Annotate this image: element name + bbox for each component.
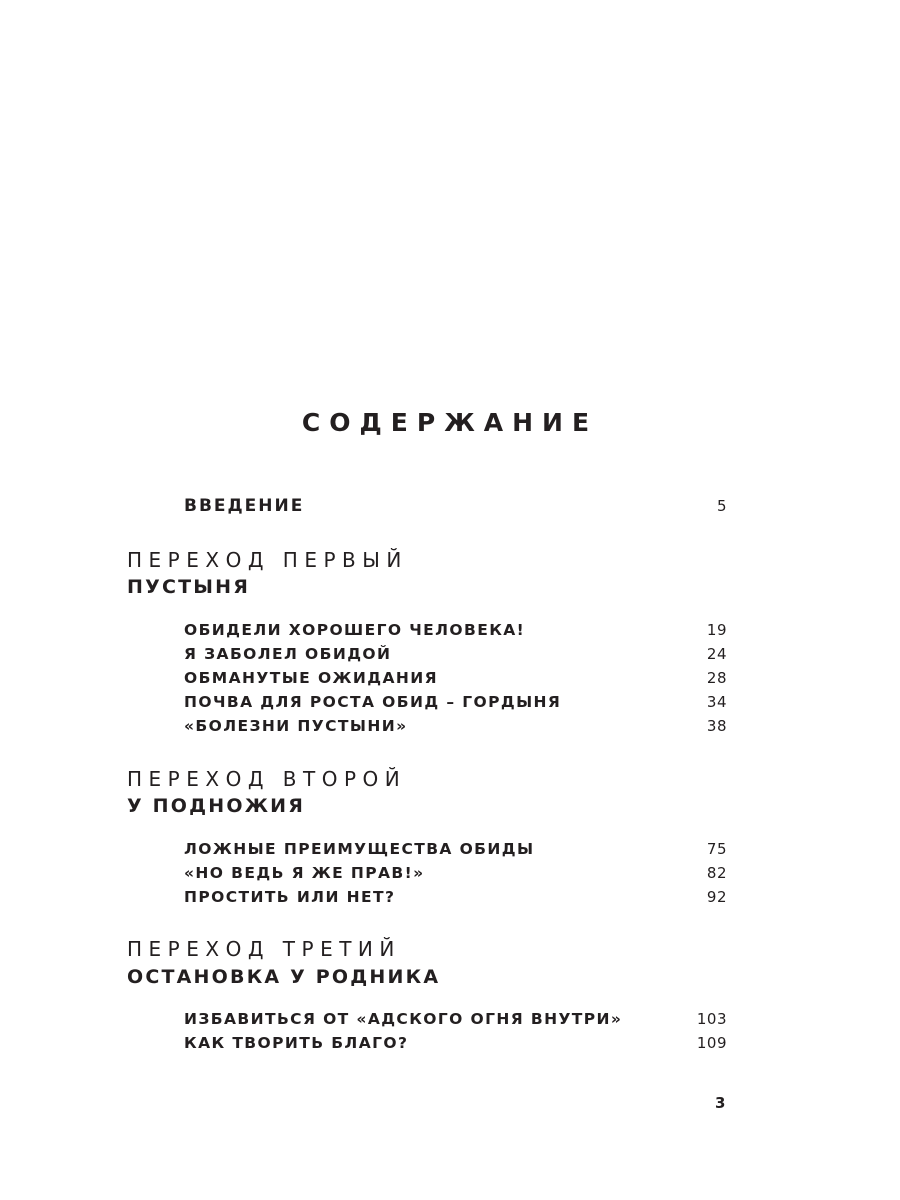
toc-entry[interactable] — [184, 1034, 727, 1052]
toc-entry-label: «НО ВЕДЬ Я ЖЕ ПРАВ!» — [184, 864, 425, 882]
toc-entry-label: ВВЕДЕНИЕ — [184, 496, 305, 516]
toc-entry[interactable] — [184, 888, 727, 906]
toc-entry[interactable] — [184, 840, 727, 858]
toc-entry[interactable] — [184, 1010, 727, 1028]
part-3-title: ОСТАНОВКА У РОДНИКА — [127, 966, 441, 988]
toc-entry[interactable] — [184, 669, 727, 687]
toc-entry-page: 19 — [706, 621, 727, 639]
toc-entry-page: 5 — [716, 497, 727, 515]
toc-entry-label: КАК ТВОРИТЬ БЛАГО? — [184, 1034, 409, 1052]
toc-entry-label: ПРОСТИТЬ ИЛИ НЕТ? — [184, 888, 396, 906]
toc-entry-label: ЛОЖНЫЕ ПРЕИМУЩЕСТВА ОБИДЫ — [184, 840, 535, 858]
toc-entry-label: ПОЧВА ДЛЯ РОСТА ОБИД – ГОРДЫНЯ — [184, 693, 562, 711]
page-title: СОДЕРЖАНИЕ — [301, 408, 599, 437]
toc-entry[interactable] — [184, 645, 727, 663]
toc-entry-label: «БОЛЕЗНИ ПУСТЫНИ» — [184, 717, 408, 735]
toc-entry-page: 38 — [706, 717, 727, 735]
toc-entry-label: ОБИДЕЛИ ХОРОШЕГО ЧЕЛОВЕКА! — [184, 621, 526, 639]
toc-entry-label: Я ЗАБОЛЕЛ ОБИДОЙ — [184, 645, 392, 663]
toc-entry[interactable] — [184, 864, 727, 882]
toc-entry-page: 34 — [706, 693, 727, 711]
toc-entry-page: 75 — [706, 840, 727, 858]
toc-entry[interactable] — [184, 621, 727, 639]
part-3-label: ПЕРЕХОД ТРЕТИЙ — [127, 937, 401, 961]
toc-entry[interactable] — [184, 693, 727, 711]
toc-entry-page: 24 — [706, 645, 727, 663]
part-2-label: ПЕРЕХОД ВТОРОЙ — [127, 767, 407, 791]
toc-entry-page: 109 — [696, 1034, 727, 1052]
toc-entry-label: ОБМАНУТЫЕ ОЖИДАНИЯ — [184, 669, 438, 687]
part-2-title: У ПОДНОЖИЯ — [127, 795, 306, 817]
toc-entry-page: 82 — [706, 864, 727, 882]
toc-entry[interactable] — [184, 717, 727, 735]
toc-entry-page: 28 — [706, 669, 727, 687]
part-1-label: ПЕРЕХОД ПЕРВЫЙ — [127, 548, 408, 572]
page-number: 3 — [715, 1094, 726, 1112]
toc-entry-page: 103 — [696, 1010, 727, 1028]
toc-entry-page: 92 — [706, 888, 727, 906]
toc-entry-intro[interactable] — [184, 496, 727, 516]
toc-entry-label: ИЗБАВИТЬСЯ ОТ «АДСКОГО ОГНЯ ВНУТРИ» — [184, 1010, 623, 1028]
part-1-title: ПУСТЫНЯ — [127, 576, 251, 598]
